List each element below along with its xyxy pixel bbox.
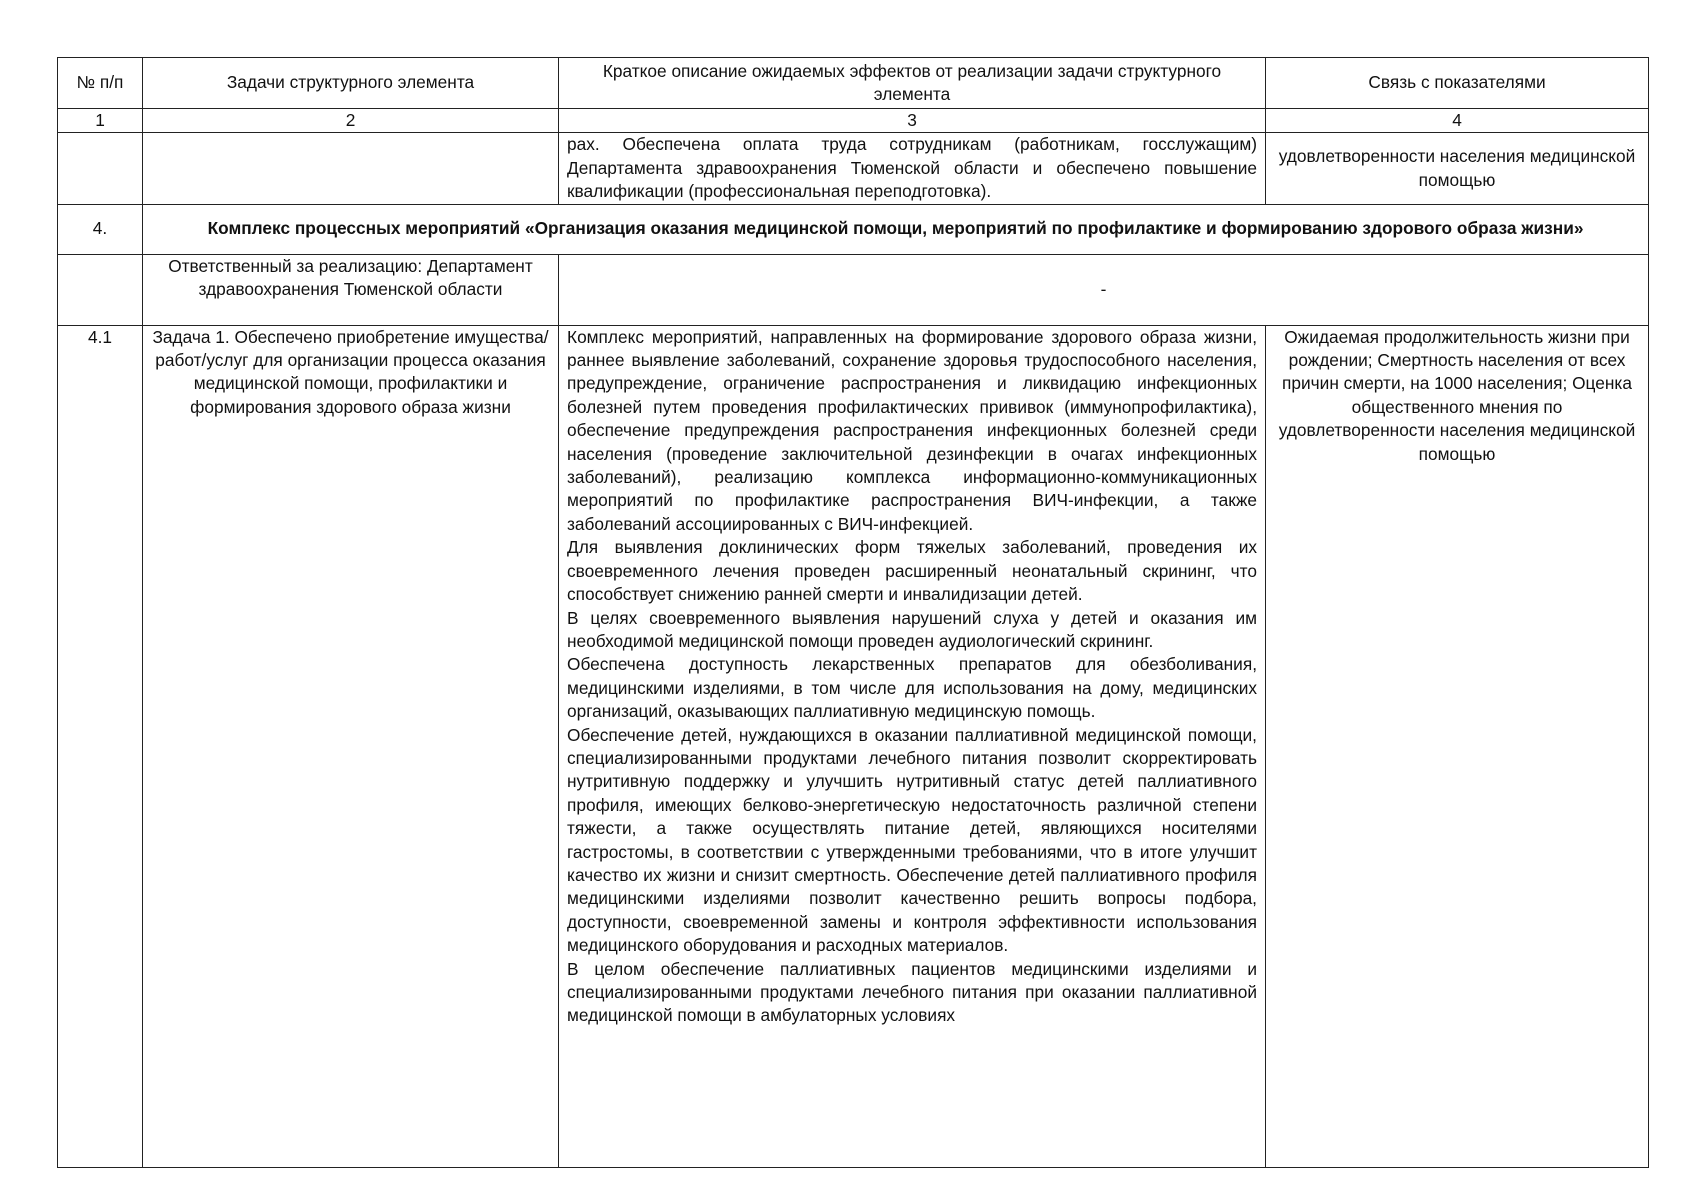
column-number: 1 [58,109,143,133]
responsible-value: - [559,254,1649,325]
empty-cell [58,133,143,204]
continuation-indicators: удовлетворенности населения медицинской помощью [1266,133,1649,204]
header-description: Краткое описание ожидаемых эффектов от реализации задачи структурного элемента [559,58,1266,109]
header-tasks: Задачи структурного элемента [143,58,559,109]
description-paragraph: Обеспечение детей, нуждающихся в оказании паллиативной медицинской помощи, специализированными продуктами лечебного питания позволит скорректировать нутритивную поддержку и улучшить нутритивный статус детей паллиативного профиля, имеющих белково-энергетическую недостаточность различной степени тяжести, а также осуществлять питание детей, являющихся носителями гастростомы, в соответствии с утвержденными требованиями, что в итоге улучшит качество их жизни и снизит смертность. Обеспечение детей паллиативного профиля медицинскими изделиями позволит качественно решить вопросы подбора, доступности, своевременной замены и контроля эффективности использования медицинского оборудования и расходных материалов. [567,724,1257,956]
section-number: 4. [58,204,143,254]
description-paragraph: Для выявления доклинических форм тяжелых заболеваний, проведения их своевременного лечения проведен расширенный неонатальный скрининг, что способствует снижению ранней смерти и инвалидизации детей. [567,537,1257,605]
task-indicators: Ожидаемая продолжительность жизни при рождении; Смертность населения от всех причин смерти, на 1000 населения; Оценка общественного мнения по удовлетворенности населения медицинской помощью [1266,325,1649,1167]
column-numbers-row [58,109,1649,133]
description-paragraph: В целом обеспечение паллиативных пациентов медицинскими изделиями и специализированными продуктами лечебного питания при оказании паллиативной медицинской помощи в амбулаторных условиях [567,958,1257,1026]
empty-cell [143,133,559,204]
column-number: 4 [1266,109,1649,133]
responsible-row [58,254,1649,325]
description-paragraph: Обеспечена доступность лекарственных препаратов для обезболивания, медицинскими изделиями, в том числе для использования на дому, медицинских организаций, оказывающих паллиативную медицинскую помощь. [567,654,1257,722]
task-description [559,325,1266,1167]
task-number: 4.1 [58,325,143,1167]
column-number: 3 [559,109,1266,133]
task-row [58,325,1649,1167]
table-header-row [58,58,1649,109]
section-title: Комплекс процессных мероприятий «Организация оказания медицинской помощи, мероприятий по профилактике и формированию здорового образа жизни» [143,204,1649,254]
empty-cell [58,254,143,325]
header-number: № п/п [58,58,143,109]
structural-element-table [57,57,1649,1168]
description-paragraph: В целях своевременного выявления нарушений слуха у детей и оказания им необходимой медицинской помощи проведен аудиологический скрининг. [567,607,1257,651]
column-number: 2 [143,109,559,133]
task-text: Задача 1. Обеспечено приобретение имущества/работ/услуг для организации процесса оказания медицинской помощи, профилактики и формирования здорового образа жизни [143,325,559,1167]
responsible-text: Ответственный за реализацию: Департамент здравоохранения Тюменской области [143,254,559,325]
section-row [58,204,1649,254]
continuation-description: рах. Обеспечена оплата труда сотрудникам (работникам, госслужащим) Департамента здравоохранения Тюменской области и обеспечено повышение квалификации (профессиональная переподготовка). [559,133,1266,204]
description-paragraph: Комплекс мероприятий, направленных на формирование здорового образа жизни, раннее выявление заболеваний, сохранение здоровья трудоспособного населения, предупреждение, ограничение распространения и ликвидацию инфекционных болезней путем проведения профилактических прививок (иммунопрофилактика), обеспечение предупреждения распространения инфекционных болезней среди населения (проведение заключительной дезинфекции в очагах инфекционных заболеваний), реализацию комплекса информационно-коммуникационных мероприятий по профилактике распространения ВИЧ-инфекции, а также заболеваний ассоциированных с ВИЧ-инфекцией. [567,326,1257,534]
continuation-row [58,133,1649,204]
header-indicators: Связь с показателями [1266,58,1649,109]
